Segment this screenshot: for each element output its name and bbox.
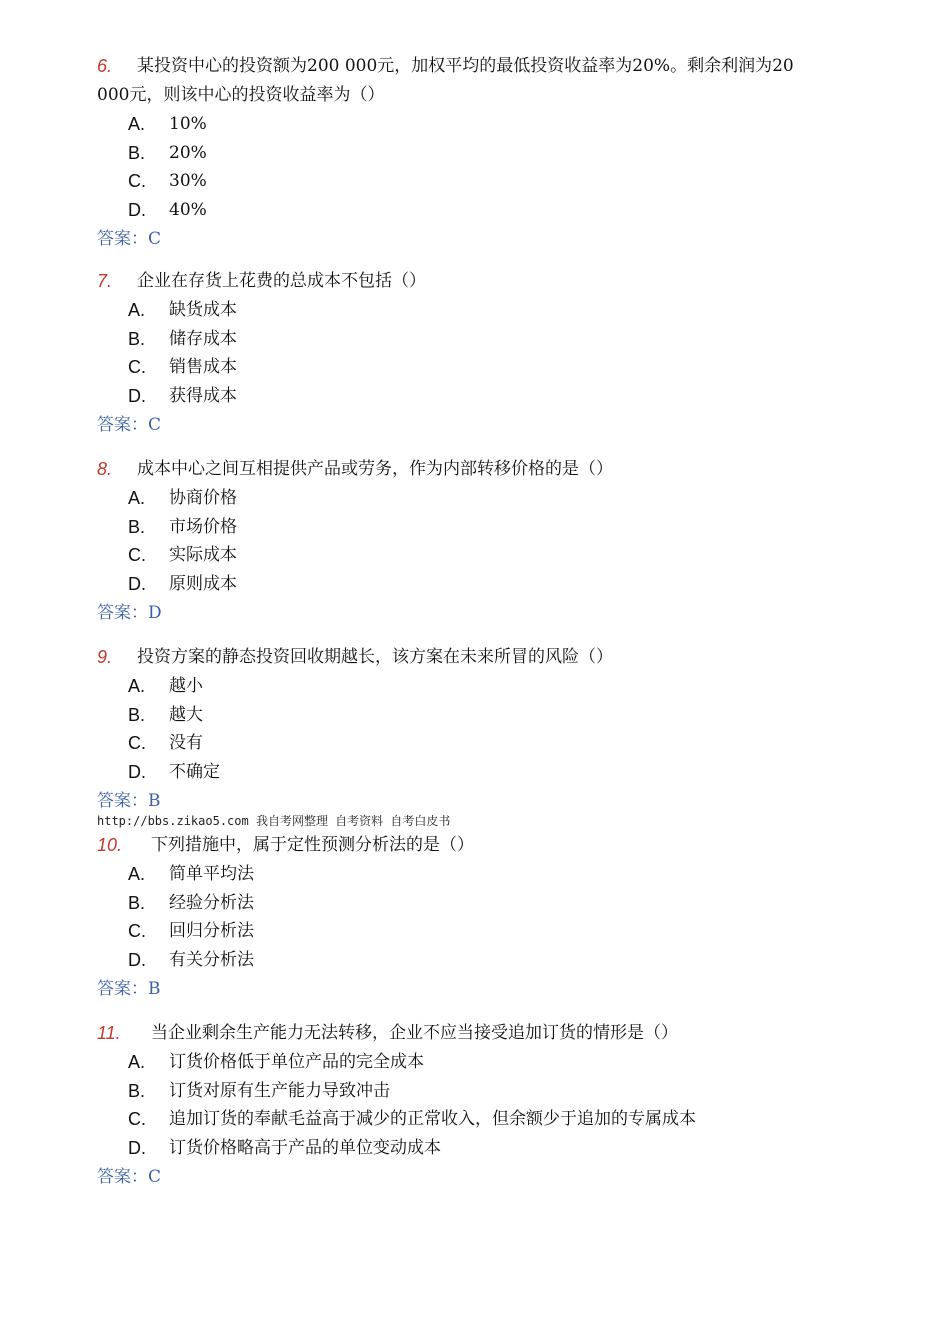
option-text: 订货对原有生产能力导致冲击 — [169, 1080, 390, 1101]
option-label: A. — [128, 114, 146, 134]
option-text: 协商价格 — [169, 488, 237, 508]
option-label: B. — [128, 516, 146, 537]
option-text: 原则成本 — [169, 574, 237, 595]
option-d — [97, 196, 887, 225]
answer: 答案：B — [97, 978, 161, 999]
answer: 答案：C — [97, 1166, 162, 1187]
option-label: D. — [128, 386, 146, 407]
option-b — [97, 513, 887, 542]
option-text: 市场价格 — [169, 516, 237, 537]
question-number: 8. — [97, 459, 113, 479]
option-text: 不确定 — [169, 762, 220, 783]
option-label: B. — [128, 328, 146, 349]
option-text: 回归分析法 — [169, 921, 254, 942]
option-b — [97, 701, 887, 730]
question-11 — [97, 1019, 887, 1191]
question-text: 当企业剩余生产能力无法转移，企业不应当接受追加订货的情形是（） — [151, 1023, 678, 1043]
option-a — [97, 484, 887, 513]
option-text: 没有 — [169, 733, 203, 754]
question-number: 7. — [97, 271, 113, 291]
option-c — [97, 541, 887, 570]
answer: 答案：B — [97, 790, 161, 811]
option-c — [97, 917, 887, 946]
option-label: C. — [128, 733, 146, 754]
option-d — [97, 1134, 887, 1163]
option-c — [97, 1105, 887, 1134]
option-d — [97, 946, 887, 975]
option-text: 经验分析法 — [169, 892, 254, 913]
question-line — [97, 643, 887, 672]
option-text: 订货价格略高于产品的单位变动成本 — [169, 1138, 441, 1159]
answer: 答案：C — [97, 228, 162, 249]
option-text: 缺货成本 — [169, 300, 237, 320]
option-a — [97, 1048, 887, 1077]
option-text: 简单平均法 — [169, 864, 254, 884]
option-label: D. — [128, 762, 146, 783]
question-text: 某投资中心的投资额为200 000元，加权平均的最低投资收益率为20%。剩余利润为20 — [137, 56, 794, 76]
option-c — [97, 729, 887, 758]
option-a — [97, 860, 887, 889]
question-line — [97, 52, 887, 81]
option-b — [97, 325, 887, 354]
option-label: C. — [128, 545, 146, 566]
question-number: 6. — [97, 56, 113, 76]
option-text: 越小 — [169, 676, 203, 696]
answer: 答案：C — [97, 414, 162, 435]
option-label: B. — [128, 1080, 146, 1101]
option-d — [97, 382, 887, 411]
option-label: A. — [128, 1052, 146, 1072]
option-text: 获得成本 — [169, 386, 237, 407]
option-label: D. — [128, 1138, 146, 1159]
option-text: 10% — [169, 114, 207, 134]
option-text: 30% — [169, 171, 207, 192]
option-text: 20% — [169, 142, 207, 163]
option-c — [97, 353, 887, 382]
option-label: D. — [128, 574, 146, 595]
watermark-text: http://bbs.zikao5.com 我自考网整理 自考资料 自考白皮书 — [97, 814, 451, 828]
question-number: 9. — [97, 647, 113, 667]
question-line — [97, 1019, 887, 1048]
question-line — [97, 831, 887, 860]
option-text: 订货价格低于单位产品的完全成本 — [169, 1052, 424, 1072]
option-label: C. — [128, 1109, 146, 1130]
option-text: 追加订货的奉献毛益高于减少的正常收入，但余额少于追加的专属成本 — [169, 1109, 696, 1130]
option-label: C. — [128, 921, 146, 942]
option-text: 实际成本 — [169, 545, 237, 566]
question-line — [97, 267, 887, 296]
answer: 答案：D — [97, 602, 162, 623]
option-label: A. — [128, 300, 146, 320]
question-6 — [97, 52, 887, 253]
option-label: B. — [128, 142, 146, 163]
question-number: 11. — [97, 1023, 121, 1043]
question-8 — [97, 455, 887, 627]
question-text-continued: 000元，则该中心的投资收益率为（） — [97, 85, 385, 105]
question-9 — [97, 643, 887, 815]
option-text: 越大 — [169, 704, 203, 725]
option-label: A. — [128, 676, 146, 696]
question-text: 下列措施中，属于定性预测分析法的是（） — [151, 835, 474, 855]
question-number: 10. — [97, 835, 123, 855]
option-label: D. — [128, 200, 146, 221]
question-10 — [97, 831, 887, 1003]
option-label: A. — [128, 864, 146, 884]
option-b — [97, 1077, 887, 1106]
option-text: 40% — [169, 200, 207, 221]
question-text: 投资方案的静态投资回收期越长，该方案在未来所冒的风险（） — [137, 647, 613, 667]
option-text: 销售成本 — [169, 357, 237, 378]
question-7 — [97, 267, 887, 439]
option-b — [97, 889, 887, 918]
question-text: 成本中心之间互相提供产品或劳务，作为内部转移价格的是（） — [137, 459, 613, 479]
option-label: B. — [128, 704, 146, 725]
option-label: B. — [128, 892, 146, 913]
option-text: 有关分析法 — [169, 950, 254, 971]
question-text: 企业在存货上花费的总成本不包括（） — [137, 271, 426, 291]
option-d — [97, 758, 887, 787]
question-line-continued — [97, 81, 887, 110]
option-label: C. — [128, 357, 146, 378]
option-text: 储存成本 — [169, 328, 237, 349]
option-a — [97, 672, 887, 701]
option-label: C. — [128, 171, 146, 192]
option-a — [97, 296, 887, 325]
option-label: A. — [128, 488, 146, 508]
option-c — [97, 167, 887, 196]
option-a — [97, 110, 887, 139]
option-d — [97, 570, 887, 599]
question-line — [97, 455, 887, 484]
option-b — [97, 139, 887, 168]
option-label: D. — [128, 950, 146, 971]
